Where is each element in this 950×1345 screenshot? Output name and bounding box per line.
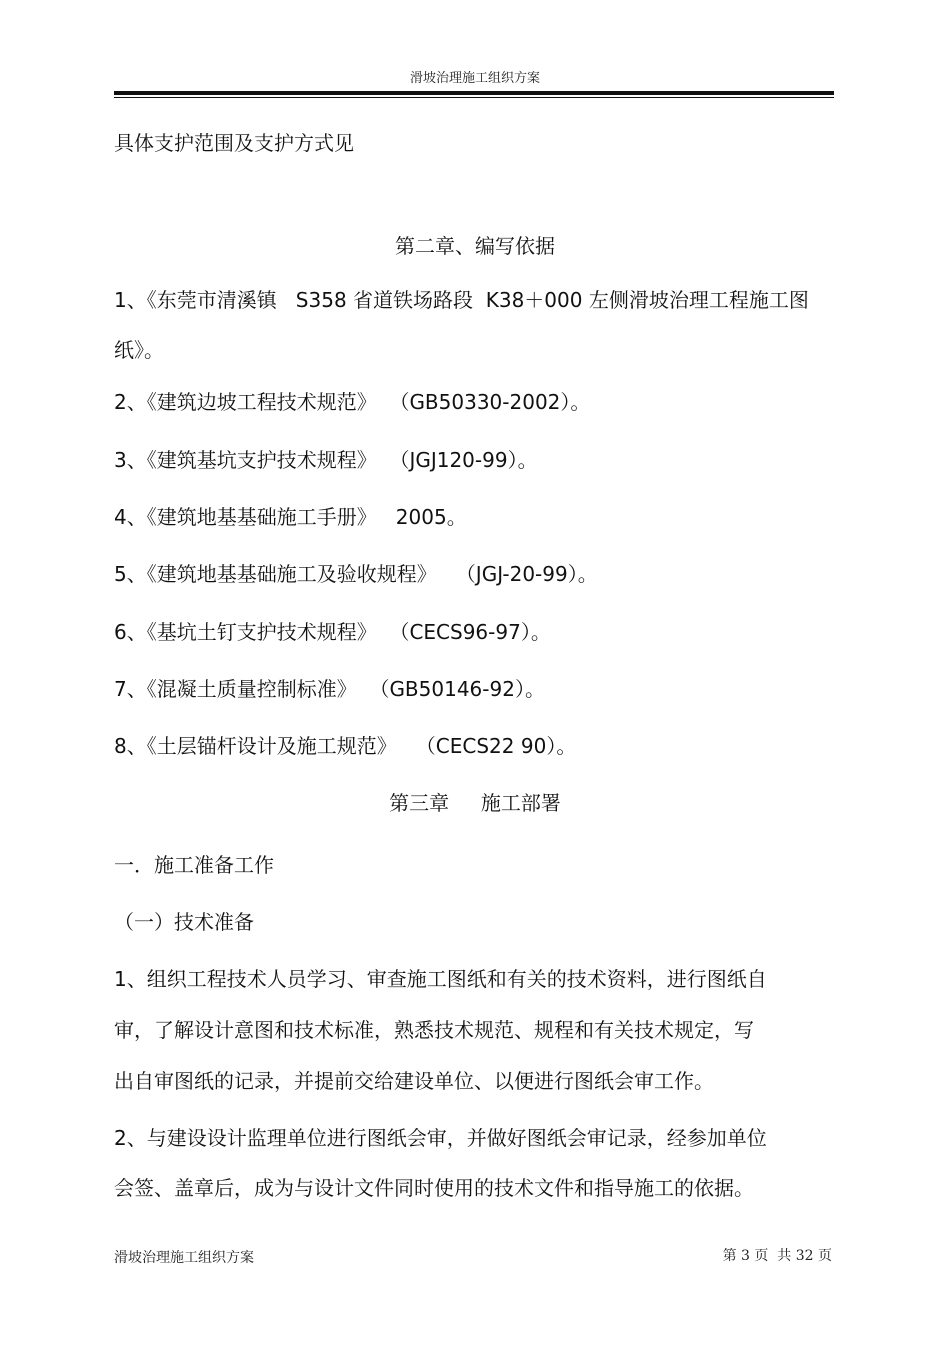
reference-2: 2、《建筑边坡工程技术规范》 （GB50330-2002）。 (114, 390, 591, 414)
header-rule-thin (114, 97, 834, 98)
paragraph-2-line-1: 2、与建设设计监理单位进行图纸会审，并做好图纸会审记录，经参加单位 (114, 1126, 767, 1150)
paragraph-2-line-2: 会签、盖章后，成为与设计文件同时使用的技术文件和指导施工的依据。 (114, 1176, 754, 1200)
reference-1-cont: 纸》。 (114, 338, 164, 362)
paragraph-1-line-3: 出自审图纸的记录，并提前交给建设单位、以便进行图纸会审工作。 (114, 1069, 714, 1093)
footer-page-number: 第 3 页 共 32 页 (722, 1248, 832, 1264)
reference-7: 7、《混凝土质量控制标准》 （GB50146-92）。 (114, 677, 545, 701)
reference-3: 3、《建筑基坑支护技术规程》 （JGJ120-99）。 (114, 448, 538, 472)
section-1-heading: 一．施工准备工作 (114, 853, 274, 877)
subsection-1-heading: （一）技术准备 (114, 910, 254, 934)
reference-8: 8、《土层锚杆设计及施工规范》 （CECS22 90）。 (114, 734, 577, 758)
reference-1: 1、《东莞市清溪镇 S358 省道铁场路段 K38＋000 左侧滑坡治理工程施工图 (114, 288, 809, 312)
chapter-3-heading: 第三章 施工部署 (389, 791, 561, 815)
reference-6: 6、《基坑土钉支护技术规程》 （CECS96-97）。 (114, 620, 551, 644)
running-header: 滑坡治理施工组织方案 (409, 71, 540, 86)
header-rule-thick (114, 91, 834, 95)
chapter-2-heading: 第二章、编写依据 (395, 234, 555, 258)
reference-5: 5、《建筑地基基础施工及验收规程》 （JGJ-20-99）。 (114, 562, 598, 586)
paragraph-1-line-1: 1、组织工程技术人员学习、审查施工图纸和有关的技术资料，进行图纸自 (114, 967, 767, 991)
body-line-intro: 具体支护范围及支护方式见 (114, 131, 354, 155)
reference-4: 4、《建筑地基基础施工手册》 2005。 (114, 505, 467, 529)
paragraph-1-line-2: 审，了解设计意图和技术标准，熟悉技术规范、规程和有关技术规定，写 (114, 1018, 754, 1042)
footer-title: 滑坡治理施工组织方案 (114, 1250, 254, 1266)
